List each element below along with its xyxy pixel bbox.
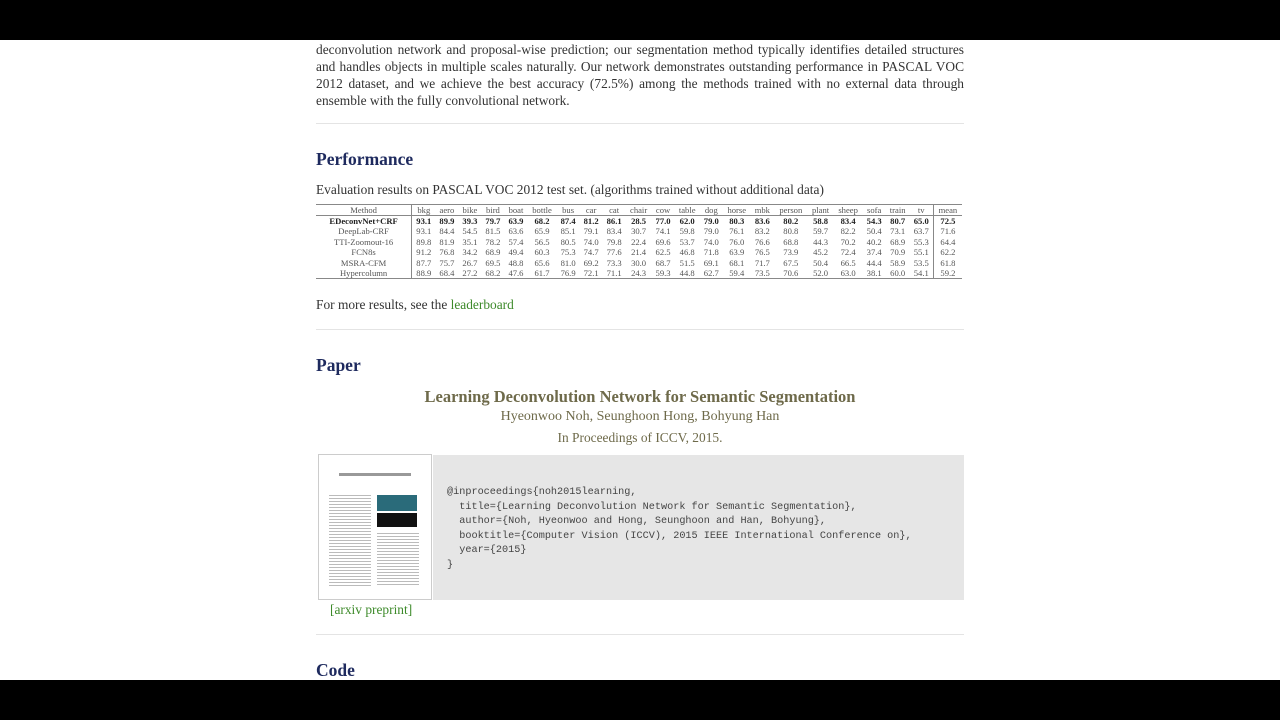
score-cell: 83.6 — [754, 216, 770, 226]
score-cell: 69.1 — [703, 257, 719, 268]
score-cell: 60.3 — [534, 247, 550, 258]
score-cell: 73.5 — [751, 268, 774, 279]
score-cell: 53.7 — [679, 236, 695, 247]
score-cell: 21.4 — [631, 247, 647, 258]
score-cell: 63.7 — [913, 226, 929, 237]
score-cell: 75.7 — [439, 257, 455, 268]
score-cell: 74.0 — [583, 236, 599, 247]
score-cell: 77.6 — [606, 247, 622, 258]
score-cell: 74.0 — [703, 236, 719, 247]
score-cell: 80.7 — [890, 216, 906, 226]
score-cell: 83.2 — [754, 226, 770, 237]
score-cell: 79.0 — [703, 216, 719, 226]
paper-authors: Hyeonwoo Noh, Seunghoon Hong, Bohyung Han — [500, 409, 780, 424]
score-cell: 26.7 — [462, 257, 478, 268]
score-cell: 76.0 — [729, 236, 745, 247]
bibtex-line: year={2015} — [447, 545, 527, 557]
score-cell: 71.1 — [603, 268, 626, 279]
score-cell: 75.3 — [560, 247, 576, 258]
score-cell: 86.1 — [606, 216, 622, 226]
method-cell: DeepLab-CRF — [316, 226, 412, 236]
score-cell: 51.5 — [679, 257, 695, 268]
score-cell: 54.3 — [866, 216, 882, 226]
column-header: sofa — [863, 205, 886, 216]
score-cell: 82.2 — [840, 226, 856, 237]
score-cell: 44.4 — [866, 257, 882, 268]
score-cell: 89.8 — [416, 236, 432, 247]
score-cell: 87.7 — [416, 257, 432, 268]
score-cell: 62.7 — [700, 268, 723, 279]
score-cell: 30.7 — [631, 226, 647, 237]
score-cell: 84.4 — [439, 226, 455, 237]
column-header: mbk — [751, 205, 774, 216]
column-header: mean — [933, 205, 962, 216]
column-header: train — [886, 205, 910, 216]
score-cell: 70.6 — [774, 268, 808, 279]
score-cell: 64.4 — [933, 237, 962, 247]
paper-title: Learning Deconvolution Network for Semantic Segmentation — [424, 387, 856, 406]
score-cell: 71.6 — [933, 226, 962, 236]
score-cell: 87.4 — [560, 216, 576, 226]
paper-thumbnail[interactable] — [318, 454, 432, 600]
bibtex-line: author={Noh, Hyeonwoo and Hong, Seunghoon and Han, Bohyung}, — [447, 516, 827, 528]
column-header: sheep — [834, 205, 863, 216]
score-cell: 79.0 — [703, 226, 719, 237]
score-cell: 24.3 — [626, 268, 652, 279]
score-cell: 81.2 — [583, 216, 599, 226]
bibtex-line: title={Learning Deconvolution Network for Semantic Segmentation}, — [447, 501, 857, 513]
table-row — [316, 268, 962, 279]
score-cell: 63.9 — [729, 247, 745, 258]
code-heading: Code — [316, 660, 355, 680]
score-cell: 28.5 — [631, 216, 647, 226]
score-cell: 39.3 — [462, 216, 478, 226]
more-results-text: For more results, see the — [316, 297, 451, 312]
score-cell: 65.0 — [913, 216, 929, 226]
score-cell: 68.9 — [485, 247, 501, 258]
score-cell: 59.3 — [652, 268, 675, 279]
method-cell: EDeconvNet+CRF — [316, 216, 412, 227]
score-cell: 79.7 — [485, 216, 501, 226]
column-header: person — [774, 205, 808, 216]
score-cell: 68.2 — [534, 216, 550, 226]
score-cell: 69.2 — [583, 257, 599, 268]
score-cell: 40.2 — [866, 236, 882, 247]
score-cell: 77.0 — [655, 216, 671, 226]
score-cell: 27.2 — [458, 268, 481, 279]
score-cell: 70.9 — [890, 247, 906, 258]
divider — [316, 123, 964, 124]
score-cell: 54.1 — [910, 268, 934, 279]
score-cell: 69.6 — [655, 236, 671, 247]
score-cell: 45.2 — [813, 247, 829, 258]
score-cell: 50.4 — [866, 226, 882, 237]
column-header: chair — [626, 205, 652, 216]
more-results — [316, 296, 964, 313]
column-header: bike — [458, 205, 481, 216]
score-cell: 89.9 — [439, 216, 455, 226]
score-cell: 49.4 — [508, 247, 524, 258]
score-cell: 83.4 — [840, 216, 856, 226]
score-cell: 68.8 — [783, 236, 799, 247]
score-cell: 52.0 — [808, 268, 834, 279]
project-page — [0, 40, 1280, 680]
score-cell: 80.3 — [729, 216, 745, 226]
score-cell: 34.2 — [462, 247, 478, 258]
paper-heading: Paper — [316, 355, 361, 375]
score-cell: 72.5 — [933, 216, 962, 227]
bibtex-block — [433, 455, 964, 600]
score-cell: 68.4 — [435, 268, 458, 279]
score-cell: 55.3 — [913, 236, 929, 247]
table-row — [316, 258, 962, 268]
score-cell: 76.1 — [729, 226, 745, 237]
column-header: boat — [504, 205, 527, 216]
score-cell: 38.1 — [863, 268, 886, 279]
score-cell: 60.0 — [886, 268, 910, 279]
score-cell: 74.7 — [583, 247, 599, 258]
score-cell: 30.0 — [631, 257, 647, 268]
column-header: cow — [652, 205, 675, 216]
score-cell: 63.6 — [508, 226, 524, 237]
divider — [316, 329, 964, 330]
table-row — [316, 237, 962, 247]
column-header: aero — [435, 205, 458, 216]
column-header: bkg — [412, 205, 436, 216]
score-cell: 80.2 — [783, 216, 799, 226]
paper-venue: In Proceedings of ICCV, 2015. — [557, 430, 723, 445]
column-header: dog — [700, 205, 723, 216]
score-cell: 47.6 — [504, 268, 527, 279]
table-caption: Evaluation results on PASCAL VOC 2012 test set. (algorithms trained without additional data) — [316, 182, 824, 197]
column-header: table — [675, 205, 700, 216]
score-cell: 46.8 — [679, 247, 695, 258]
score-cell: 63.9 — [508, 216, 524, 226]
score-cell: 71.8 — [703, 247, 719, 258]
method-cell: TTI-Zoomout-16 — [316, 237, 412, 247]
score-cell: 48.8 — [508, 257, 524, 268]
arxiv-preprint-link[interactable]: [arxiv preprint] — [330, 602, 413, 617]
score-cell: 93.1 — [416, 216, 432, 226]
score-cell: 81.0 — [560, 257, 576, 268]
score-cell: 76.6 — [754, 236, 770, 247]
method-cell: MSRA-CFM — [316, 258, 412, 268]
score-cell: 83.4 — [606, 226, 622, 237]
results-table-wrap — [316, 204, 964, 279]
score-cell: 76.5 — [754, 247, 770, 258]
score-cell: 54.5 — [462, 226, 478, 237]
method-cell: FCN8s — [316, 247, 412, 257]
score-cell: 44.8 — [675, 268, 700, 279]
score-cell: 50.4 — [813, 257, 829, 268]
score-cell: 71.7 — [754, 257, 770, 268]
score-cell: 76.9 — [557, 268, 580, 279]
score-cell: 81.9 — [439, 236, 455, 247]
bibtex-line: booktitle={Computer Vision (ICCV), 2015 IEEE International Conference on}, — [447, 530, 912, 542]
score-cell: 59.7 — [813, 226, 829, 237]
score-cell: 62.0 — [679, 216, 695, 226]
table-row — [316, 216, 962, 227]
score-cell: 80.8 — [783, 226, 799, 237]
divider — [316, 634, 964, 635]
leaderboard-link[interactable]: leaderboard — [450, 297, 514, 312]
column-header: bottle — [527, 205, 556, 216]
score-cell: 73.9 — [783, 247, 799, 258]
score-cell: 53.5 — [913, 257, 929, 268]
table-row — [316, 247, 962, 257]
results-table — [316, 204, 962, 279]
score-cell: 80.5 — [560, 236, 576, 247]
column-header: bus — [557, 205, 580, 216]
column-header: bird — [481, 205, 504, 216]
bibtex-line: } — [447, 559, 454, 571]
score-cell: 57.4 — [508, 236, 524, 247]
score-cell: 59.2 — [933, 268, 962, 279]
column-header: car — [580, 205, 603, 216]
column-header: Method — [316, 205, 412, 216]
column-header: horse — [723, 205, 751, 216]
score-cell: 88.9 — [412, 268, 436, 279]
score-cell: 70.2 — [840, 236, 856, 247]
score-cell: 61.8 — [933, 258, 962, 268]
score-cell: 59.8 — [679, 226, 695, 237]
score-cell: 74.1 — [655, 226, 671, 237]
score-cell: 44.3 — [813, 236, 829, 247]
score-cell: 62.2 — [933, 247, 962, 257]
performance-heading: Performance — [316, 149, 414, 169]
score-cell: 79.8 — [606, 236, 622, 247]
score-cell: 68.1 — [729, 257, 745, 268]
score-cell: 68.2 — [481, 268, 504, 279]
method-cell: Hypercolumn — [316, 268, 412, 279]
score-cell: 69.5 — [485, 257, 501, 268]
score-cell: 58.8 — [813, 216, 829, 226]
score-cell: 67.5 — [783, 257, 799, 268]
score-cell: 78.2 — [485, 236, 501, 247]
score-cell: 73.3 — [606, 257, 622, 268]
score-cell: 58.9 — [890, 257, 906, 268]
column-header: tv — [910, 205, 934, 216]
score-cell: 59.4 — [723, 268, 751, 279]
score-cell: 65.9 — [534, 226, 550, 237]
score-cell: 72.4 — [840, 247, 856, 258]
score-cell: 63.0 — [834, 268, 863, 279]
score-cell: 91.2 — [416, 247, 432, 258]
score-cell: 37.4 — [866, 247, 882, 258]
score-cell: 61.7 — [527, 268, 556, 279]
score-cell: 22.4 — [631, 236, 647, 247]
score-cell: 68.9 — [890, 236, 906, 247]
score-cell: 79.1 — [583, 226, 599, 237]
score-cell: 68.7 — [655, 257, 671, 268]
score-cell: 72.1 — [580, 268, 603, 279]
score-cell: 73.1 — [890, 226, 906, 237]
score-cell: 66.5 — [840, 257, 856, 268]
score-cell: 81.5 — [485, 226, 501, 237]
column-header: plant — [808, 205, 834, 216]
score-cell: 62.5 — [655, 247, 671, 258]
intro-paragraph: deconvolution network and proposal-wise prediction; our segmentation method typically identifies detailed structures and handles objects in multiple scales naturally. Our network demonstrates outstanding performance in PASCAL VOC 2012 dataset, and we achieve the best accuracy (72.5%) among the methods trained with no external data through ensemble with the fully convolutional network. — [316, 42, 964, 108]
score-cell: 93.1 — [416, 226, 432, 237]
bibtex-line: @inproceedings{noh2015learning, — [447, 487, 637, 498]
score-cell: 55.1 — [913, 247, 929, 258]
score-cell: 65.6 — [534, 257, 550, 268]
score-cell: 35.1 — [462, 236, 478, 247]
score-cell: 85.1 — [560, 226, 576, 237]
table-row — [316, 226, 962, 236]
score-cell: 76.8 — [439, 247, 455, 258]
column-header: cat — [603, 205, 626, 216]
score-cell: 56.5 — [534, 236, 550, 247]
